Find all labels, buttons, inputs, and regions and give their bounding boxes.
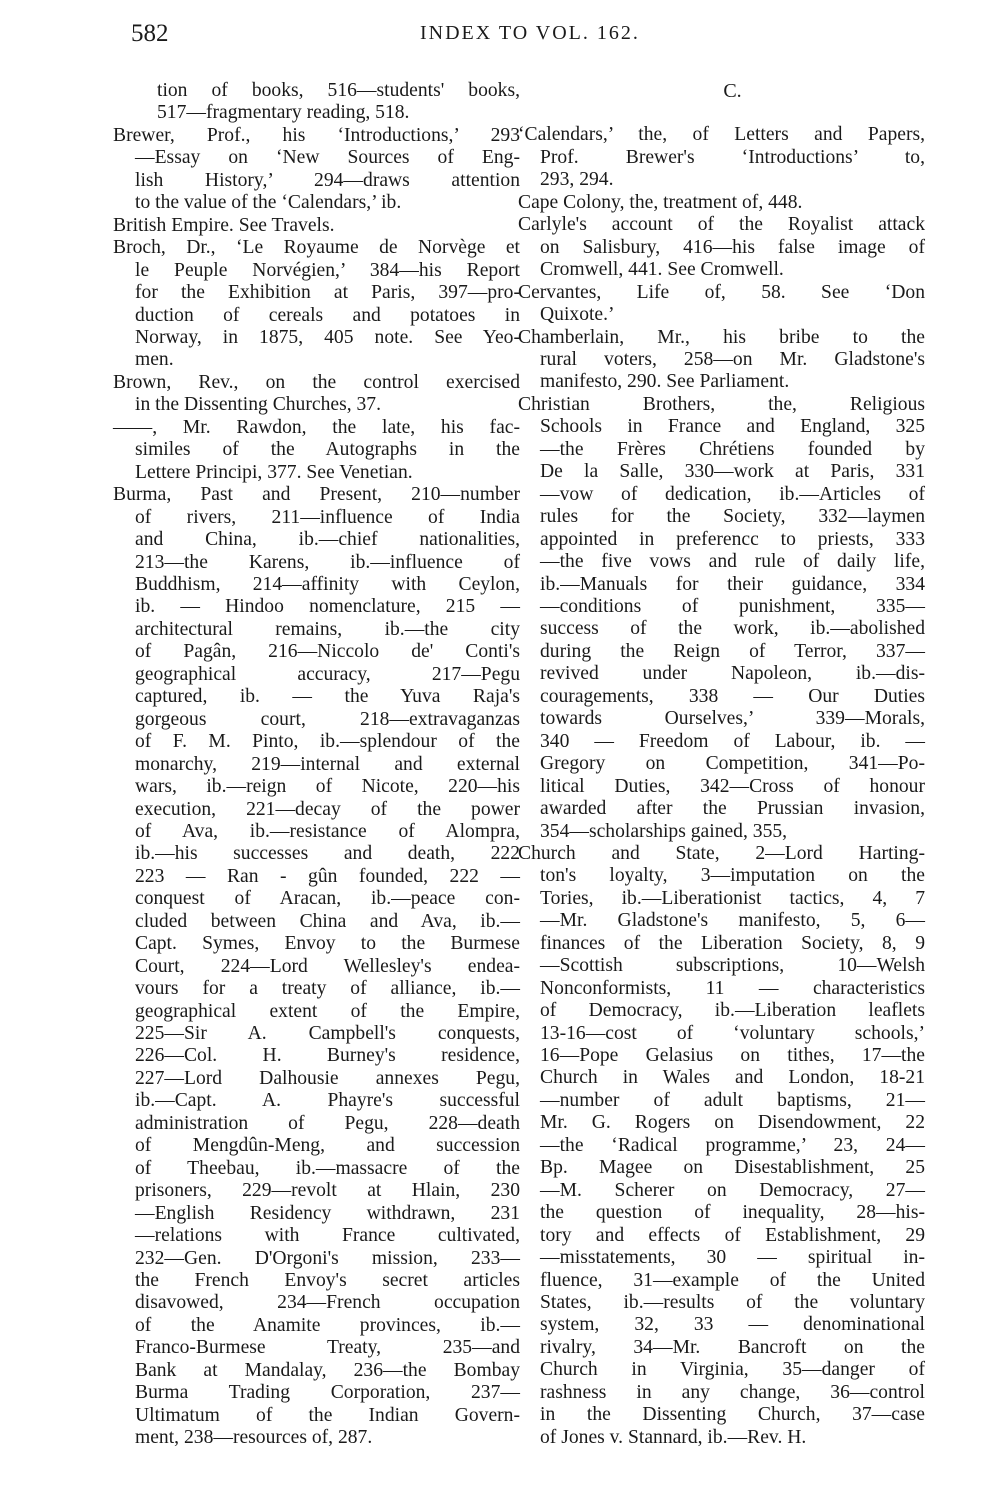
index-line: 225—Sir A. Campbell's conquests, (135, 1023, 520, 1045)
index-line: —misstatements, 30 — spiritual in- (540, 1247, 925, 1269)
index-line: vours for a treaty of alliance, ib.— (135, 978, 520, 1000)
index-line: —the five vows and rule of daily life, (540, 551, 925, 573)
index-line: Chamberlain, Mr., his bribe to the (518, 326, 925, 348)
index-line: Cromwell, 441. See Cromwell. (540, 259, 784, 281)
index-column-left (113, 80, 520, 1450)
index-line: ment, 238—resources of, 287. (135, 1427, 373, 1449)
index-entry-brewer (113, 124, 520, 215)
index-entry-christian-brothers (518, 393, 925, 843)
index-line: of the Anamite provinces, ib.— (135, 1314, 520, 1336)
index-line: Church in Virginia, 35—danger of (540, 1359, 925, 1381)
index-line: of Ava, ib.—resistance of Alompra, (135, 820, 520, 842)
index-line: rashness in any change, 36—control (540, 1381, 925, 1403)
index-line: litical Duties, 342—Cross of honour (540, 775, 925, 797)
index-line: le Peuple Norvégien,’ 384—his Report (135, 259, 520, 281)
index-line: for the Exhibition at Paris, 397—pro- (135, 282, 520, 304)
index-line: of Jones v. Stannard, ib.—Rev. H. (540, 1426, 807, 1448)
index-line: on Salisbury, 416—his false image of (540, 236, 925, 258)
running-head: INDEX TO VOL. 162. (420, 22, 640, 44)
index-line: cluded between China and Ava, ib.— (135, 910, 520, 932)
index-line: Brewer, Prof., his ‘Introductions,’ 293 (113, 124, 520, 146)
index-line: Court, 224—Lord Wellesley's endea- (135, 955, 520, 977)
index-line: fluence, 31—example of the United (540, 1269, 925, 1291)
index-line: lish History,’ 294—draws attention (135, 169, 520, 191)
index-entry-church-and-state (518, 842, 925, 1449)
index-line: Gregory on Competition, 341—Po- (540, 753, 925, 775)
index-line: appointed in preferencc to priests, 333 (540, 528, 925, 550)
index-line: monarchy, 219—internal and external (135, 753, 520, 775)
index-line: rural voters, 258—on Mr. Gladstone's (540, 348, 925, 370)
index-line: 340 — Freedom of Labour, ib. — (540, 730, 925, 752)
index-line: Church in Wales and London, 18-21 (540, 1067, 925, 1089)
index-line: —conditions of punishment, 335— (540, 595, 925, 617)
index-line: couragements, 338 — Our Duties (540, 685, 925, 707)
index-line: Mr. G. Rogers on Disendowment, 22 (540, 1112, 925, 1134)
index-line: Brown, Rev., on the control exercised (113, 371, 520, 393)
index-line: conquest of Aracan, ib.—peace con- (135, 888, 520, 910)
index-line: —English Residency withdrawn, 231 (135, 1202, 520, 1224)
index-line: —M. Scherer on Democracy, 27— (540, 1179, 925, 1201)
index-line: ib.—his successes and death, 222 (135, 843, 520, 865)
index-line: tion of books, 516—students' books, (157, 80, 520, 101)
index-entry-british-empire (113, 214, 520, 237)
index-line: men. (135, 349, 174, 371)
index-line: Nonconformists, 11 — characteristics (540, 977, 925, 999)
index-line: geographical accuracy, 217—Pegu (135, 663, 520, 685)
index-line: ——, Mr. Rawdon, the late, his fac- (113, 416, 520, 438)
index-entry-brown-rawdon (113, 416, 520, 484)
page-number: 582 (131, 20, 169, 47)
index-line: —Essay on ‘New Sources of Eng- (135, 147, 520, 169)
index-line: system, 32, 33 — denominational (540, 1314, 925, 1336)
index-line: Cape Colony, the, treatment of, 448. (518, 191, 803, 213)
index-entry-broch (113, 237, 520, 372)
index-line: ib.—Capt. A. Phayre's successful (135, 1090, 520, 1112)
index-line: to the value of the ‘Calendars,’ ib. (135, 192, 402, 214)
index-line: 13-16—cost of ‘voluntary schools,’ (540, 1022, 925, 1044)
index-line: —number of adult baptisms, 21— (540, 1089, 925, 1111)
index-line: 16—Pope Gelasius on tithes, 17—the (540, 1045, 925, 1067)
index-line: gorgeous court, 218—extravaganzas (135, 708, 520, 730)
index-line: 517—fragmentary reading, 518. (157, 102, 410, 124)
index-line: 227—Lord Dalhousie annexes Pegu, (135, 1067, 520, 1089)
index-line: Tories, ib.—Liberationist tactics, 4, 7 (540, 887, 925, 909)
index-line: wars, ib.—reign of Nicote, 220—his (135, 776, 520, 798)
index-line: Carlyle's account of the Royalist attack (518, 214, 925, 236)
index-line: —Scottish subscriptions, 10—Welsh (540, 955, 925, 977)
index-line: —Mr. Gladstone's manifesto, 5, 6— (540, 910, 925, 932)
index-line: prisoners, 229—revolt at Hlain, 230 (135, 1180, 520, 1202)
index-line: Church and State, 2—Lord Harting- (518, 842, 925, 864)
index-line: Buddhism, 214—affinity with Ceylon, (135, 573, 520, 595)
index-line: —vow of dedication, ib.—Articles of (540, 483, 925, 505)
index-line: —relations with France cultivated, (135, 1225, 520, 1247)
index-entry-cape-colony (518, 191, 925, 214)
index-entry-cont-prev (135, 80, 520, 125)
index-line: Norway, in 1875, 405 note. See Yeo- (135, 326, 520, 348)
index-line: of Pagân, 216—Niccolo de' Conti's (135, 641, 520, 663)
index-line: of Democracy, ib.—Liberation leaflets (540, 1000, 925, 1022)
index-line: execution, 221—decay of the power (135, 798, 520, 820)
index-line: 213—the Karens, ib.—influence of (135, 551, 520, 573)
index-line: geographical extent of the Empire, (135, 1000, 520, 1022)
index-line: in the Dissenting Church, 37—case (540, 1404, 925, 1426)
index-line: of Theebau, ib.—massacre of the (135, 1157, 520, 1179)
index-line: in the Dissenting Churches, 37. (135, 394, 381, 416)
index-line: towards Ourselves,’ 339—Morals, (540, 708, 925, 730)
index-line: British Empire. See Travels. (113, 214, 335, 236)
section-letter: C. (723, 80, 742, 102)
index-line: the French Envoy's secret articles (135, 1270, 520, 1292)
index-line: rules for the Society, 332—laymen (540, 506, 925, 528)
index-line: Burma, Past and Present, 210—number (113, 484, 520, 506)
index-line: the question of inequality, 28—his- (540, 1202, 925, 1224)
index-line: ‘Calendars,’ the, of Letters and Papers, (518, 124, 925, 146)
index-line: —the Frères Chrétiens founded by (540, 438, 925, 460)
index-line: ton's loyalty, 3—imputation on the (540, 865, 925, 887)
index-entry-cervantes (518, 281, 925, 327)
index-line: ib.—Manuals for their guidance, 334 (540, 573, 925, 595)
index-line: awarded after the Prussian invasion, (540, 798, 925, 820)
index-entry-brown-rev (113, 371, 520, 417)
index-line: of Mengdûn-Meng, and succession (135, 1135, 520, 1157)
index-line: 223 — Ran - gûn founded, 222 — (135, 865, 520, 887)
index-line: similes of the Autographs in the (135, 439, 520, 461)
index-line: manifesto, 290. See Parliament. (540, 371, 790, 393)
index-entry-calendars (518, 124, 925, 191)
index-line: success of the work, ib.—abolished (540, 618, 925, 640)
index-line: Cervantes, Life of, 58. See ‘Don (518, 281, 925, 303)
index-line: finances of the Liberation Society, 8, 9 (540, 932, 925, 954)
index-line: 226—Col. H. Burney's residence, (135, 1045, 520, 1067)
index-line: Quixote.’ (540, 304, 615, 326)
index-line: Capt. Symes, Envoy to the Burmese (135, 933, 520, 955)
index-line: Prof. Brewer's ‘Introductions’ to, (540, 146, 925, 168)
index-line: administration of Pegu, 228—death (135, 1112, 520, 1134)
index-line: tory and effects of Establishment, 29 (540, 1224, 925, 1246)
index-line: 354—scholarships gained, 355, (540, 820, 788, 842)
index-line: revived under Napoleon, ib.—dis- (540, 663, 925, 685)
index-line: 232—Gen. D'Orgoni's mission, 233— (135, 1247, 520, 1269)
index-line: architectural remains, ib.—the city (135, 618, 520, 640)
index-line: Bp. Magee on Disestablishment, 25 (540, 1157, 925, 1179)
index-line: during the Reign of Terror, 337— (540, 640, 925, 662)
index-line: Broch, Dr., ‘Le Royaume de Norvège et (113, 237, 520, 259)
index-line: captured, ib. — the Yuva Raja's (135, 686, 520, 708)
index-line: Ultimatum of the Indian Govern- (135, 1404, 520, 1426)
index-line: of F. M. Pinto, ib.—splendour of the (135, 731, 520, 753)
index-line: Burma Trading Corporation, 237— (135, 1382, 520, 1404)
index-line: De la Salle, 330—work at Paris, 331 (540, 461, 925, 483)
index-line: ib. — Hindoo nomenclature, 215 — (135, 596, 520, 618)
index-line: rivalry, 34—Mr. Bancroft on the (540, 1336, 925, 1358)
index-line: and China, ib.—chief nationalities, (135, 529, 520, 551)
index-line: Franco-Burmese Treaty, 235—and (135, 1337, 520, 1359)
index-line: 293, 294. (540, 169, 614, 191)
index-line: Christian Brothers, the, Religious (518, 393, 925, 415)
index-line: —the ‘Radical programme,’ 23, 24— (540, 1134, 925, 1156)
index-entry-burma (113, 484, 520, 1449)
index-column-right (518, 80, 925, 1449)
index-entry-chamberlain (518, 326, 925, 394)
index-entry-carlyle (518, 214, 925, 281)
index-line: disavowed, 234—French occupation (135, 1292, 520, 1314)
index-line: States, ib.—results of the voluntary (540, 1292, 925, 1314)
index-line: Bank at Mandalay, 236—the Bombay (135, 1359, 520, 1381)
index-line: Schools in France and England, 325 (540, 416, 925, 438)
index-line: duction of cereals and potatoes in (135, 304, 520, 326)
index-line: Lettere Principi, 377. See Venetian. (135, 461, 413, 483)
index-line: of rivers, 211—influence of India (135, 506, 520, 528)
